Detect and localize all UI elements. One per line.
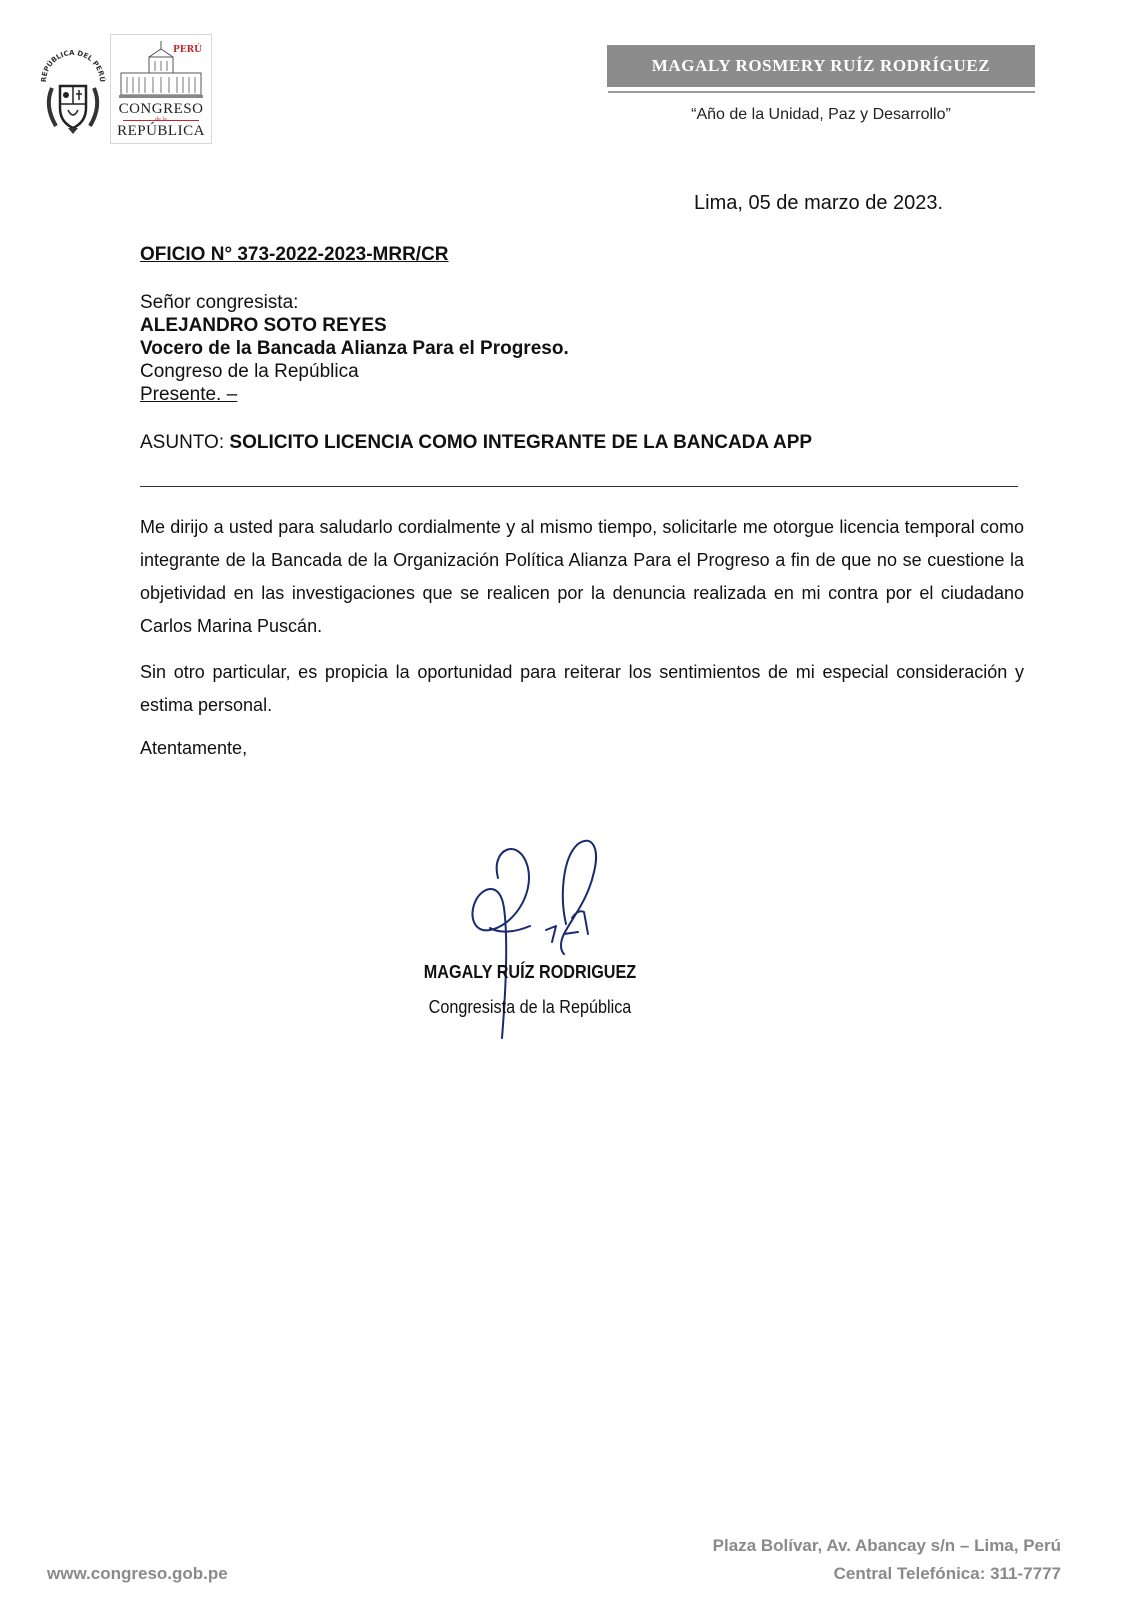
logo-peru-text: PERÚ bbox=[173, 45, 202, 55]
coat-of-arms-icon bbox=[38, 48, 108, 138]
logo-republica-text: REPÚBLICA bbox=[117, 123, 205, 139]
oficio-number: OFICIO N° 373-2022-2023-MRR/CR bbox=[140, 244, 449, 265]
congreso-logo bbox=[110, 34, 212, 144]
closing: Atentamente, bbox=[140, 738, 248, 758]
salutation: Señor congresista: bbox=[140, 292, 299, 313]
banner-rule bbox=[608, 91, 1035, 93]
logo-dela-text: de la bbox=[155, 117, 167, 123]
signer-role: Congresista de la República bbox=[428, 997, 632, 1017]
footer-address: Plaza Bolívar, Av. Abancay s/n – Lima, Perú bbox=[712, 1536, 1061, 1555]
logo-congreso-text: CONGRESO bbox=[118, 101, 204, 117]
footer-website[interactable]: www.congreso.gob.pe bbox=[47, 1564, 228, 1583]
asunto-label: ASUNTO: bbox=[140, 432, 230, 453]
subject-separator bbox=[140, 486, 1018, 487]
addressee-title: Vocero de la Bancada Alianza Para el Progreso. bbox=[140, 338, 569, 359]
body-paragraph-1: Me dirijo a usted para saludarlo cordialmente y al mismo tiempo, solicitarle me otorgue licencia temporal como integrante de la Bancada de la Organización Política Alianza Para el Progreso a fin de que no se cuestione la objetividad en las investigaciones que se realicen por la denuncia realizada en mi contra por el ciudadano Carlos Marina Puscán. bbox=[140, 517, 1024, 636]
addressee-name: ALEJANDRO SOTO REYES bbox=[140, 315, 387, 336]
letter-date: Lima, 05 de marzo de 2023. bbox=[694, 192, 944, 214]
footer-phone: Central Telefónica: 311-7777 bbox=[833, 1564, 1061, 1583]
svg-text:REPÚBLICA DEL PERÚ bbox=[40, 49, 107, 83]
asunto-line bbox=[140, 432, 812, 454]
addressee-org: Congreso de la República bbox=[140, 361, 359, 382]
asunto-subject: SOLICITO LICENCIA COMO INTEGRANTE DE LA BANCADA APP bbox=[229, 432, 813, 453]
name-banner: MAGALY ROSMERY RUÍZ RODRÍGUEZ bbox=[607, 45, 1035, 87]
escudo-text: REPÚBLICA DEL PERÚ bbox=[39, 48, 107, 83]
year-motto: “Año de la Unidad, Paz y Desarrollo” bbox=[691, 106, 951, 123]
presente: Presente. – bbox=[140, 384, 238, 405]
signer-name: MAGALY RUÍZ RODRIGUEZ bbox=[423, 962, 637, 982]
body-paragraph-2: Sin otro particular, es propicia la oportunidad para reiterar los sentimientos de mi especial consideración y estima personal. bbox=[140, 662, 1024, 715]
